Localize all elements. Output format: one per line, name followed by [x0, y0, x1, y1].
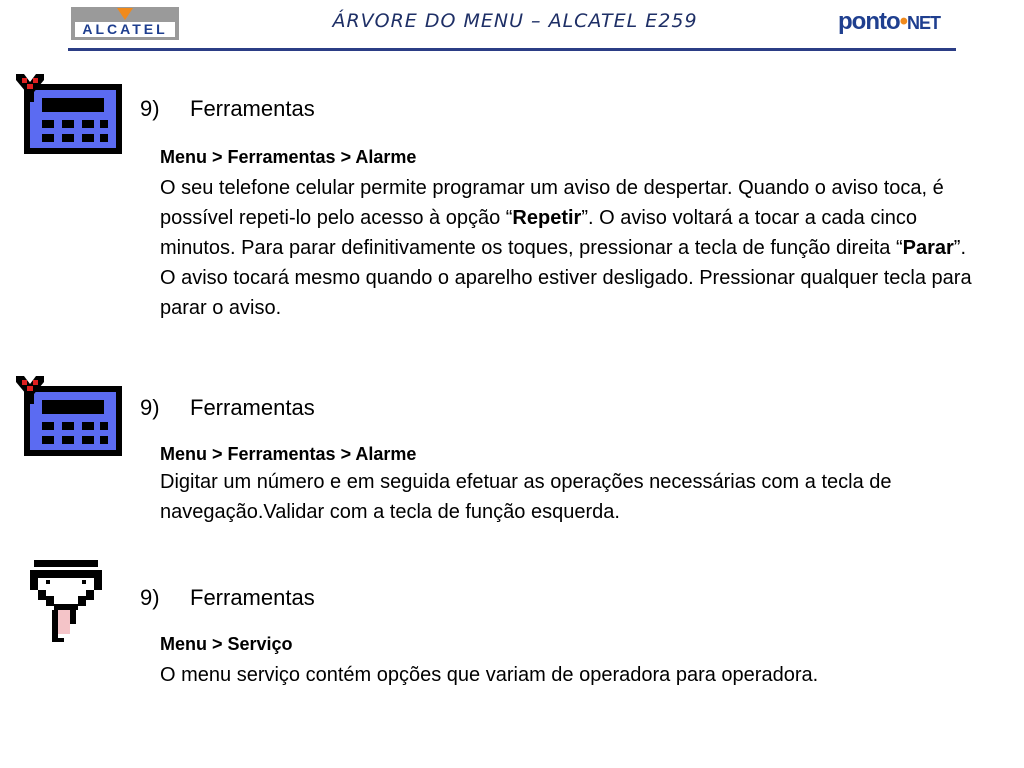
description-text: ”. O aviso voltará a tocar a cada cinco minutos. Para parar definitivamente os toques, pressionar a tecla de função direita “	[160, 207, 918, 259]
description-text: ”.	[953, 237, 967, 259]
section-title: Ferramentas	[190, 96, 315, 121]
section-number: 9)	[140, 96, 160, 121]
pontonet-logo-word: ponto	[838, 8, 900, 35]
section-description: O menu serviço contém opções que variam de operadora para operadora.	[160, 664, 819, 686]
section-number: 9)	[140, 585, 160, 610]
menu-path: Menu > Ferramentas > Alarme	[160, 147, 417, 167]
section-description	[160, 173, 980, 323]
pontonet-logo	[838, 8, 940, 36]
menu-path: Menu > Ferramentas > Alarme	[160, 444, 417, 464]
option-parar: Parar	[902, 237, 954, 259]
alarm-clock-icon	[14, 72, 124, 156]
alcatel-logo	[71, 7, 179, 40]
option-repetir: Repetir	[512, 207, 582, 229]
page-title: ÁRVORE DO MENU – ALCATEL E259	[332, 10, 698, 32]
section-heading	[140, 585, 315, 611]
section-title: Ferramentas	[190, 585, 315, 610]
section-heading	[140, 395, 315, 421]
service-funnel-icon	[30, 558, 106, 644]
header-divider	[68, 48, 956, 51]
pontonet-logo-dot: •	[899, 8, 908, 35]
section-number: 9)	[140, 395, 160, 420]
menu-path: Menu > Serviço	[160, 634, 293, 654]
description-text: O seu telefone celular permite programar um aviso de despertar. Quando o aviso toca, é possível repeti-lo pelo acesso à opção “	[160, 177, 944, 229]
description-note: O aviso tocará mesmo quando o aparelho estiver desligado. Pressionar qualquer tecla para parar o aviso.	[160, 267, 972, 319]
section-heading	[140, 96, 315, 122]
calculator-icon	[14, 374, 124, 458]
section-description: Digitar um número e em seguida efetuar as operações necessárias com a tecla de navegação.Validar com a tecla de função esquerda.	[160, 471, 892, 523]
section-title: Ferramentas	[190, 395, 315, 420]
alcatel-logo-mark	[117, 8, 133, 20]
alcatel-logo-text: ALCATEL	[75, 22, 175, 37]
pontonet-logo-net: NET	[907, 13, 941, 33]
